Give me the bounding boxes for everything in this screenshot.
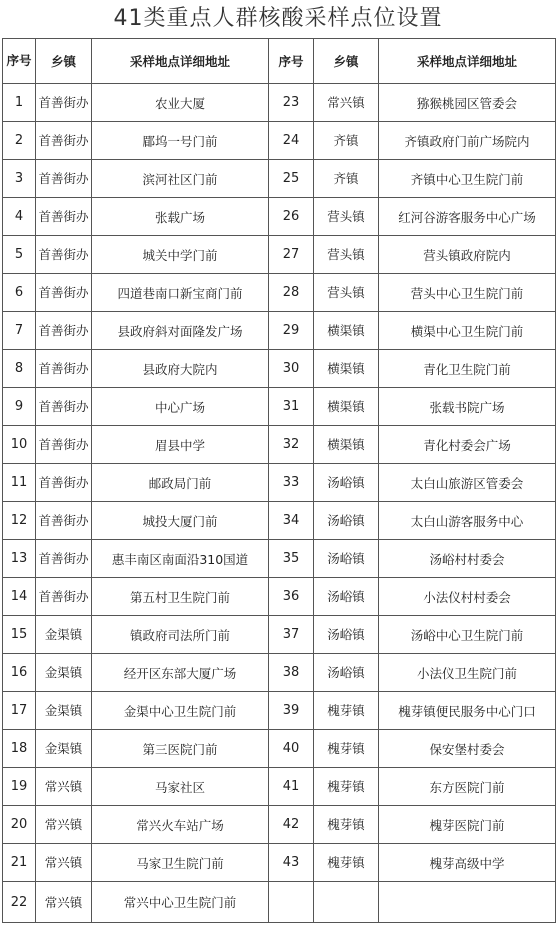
- row-town: 首善街办: [36, 464, 92, 502]
- row-town: 首善街办: [36, 502, 92, 540]
- row-address-2: 槐芽镇便民服务中心门口: [379, 692, 556, 730]
- row-town: 首善街办: [36, 426, 92, 464]
- row-town: 金渠镇: [36, 616, 92, 654]
- row-number: 2: [3, 122, 36, 160]
- row-town: 首善街办: [36, 350, 92, 388]
- row-number-2: 33: [269, 464, 314, 502]
- header-no-2: 序号: [269, 39, 314, 84]
- row-address: 镇政府司法所门前: [92, 616, 269, 654]
- header-no: 序号: [3, 39, 36, 84]
- row-number: 22: [3, 882, 36, 923]
- table-row: [3, 160, 556, 198]
- row-town-2: 槐芽镇: [314, 768, 379, 806]
- row-address-2: 太白山游客服务中心: [379, 502, 556, 540]
- row-town: 首善街办: [36, 274, 92, 312]
- table-row: [3, 654, 556, 692]
- row-town-2: 汤峪镇: [314, 502, 379, 540]
- row-town: 常兴镇: [36, 882, 92, 923]
- row-town: 首善街办: [36, 84, 92, 122]
- header-town: 乡镇: [36, 39, 92, 84]
- row-number: 21: [3, 844, 36, 882]
- row-address: 四道巷南口新宝商门前: [92, 274, 269, 312]
- row-town: 金渠镇: [36, 692, 92, 730]
- row-town: 首善街办: [36, 236, 92, 274]
- row-town: 金渠镇: [36, 730, 92, 768]
- table-row: [3, 84, 556, 122]
- row-number-2: 36: [269, 578, 314, 616]
- table-row: [3, 388, 556, 426]
- table-row: [3, 844, 556, 882]
- row-town-2: [314, 882, 379, 923]
- table-row: [3, 578, 556, 616]
- row-address: 城关中学门前: [92, 236, 269, 274]
- row-number: 19: [3, 768, 36, 806]
- row-address-2: 小法仪卫生院门前: [379, 654, 556, 692]
- row-number-2: 42: [269, 806, 314, 844]
- row-address: 县政府大院内: [92, 350, 269, 388]
- row-number: 5: [3, 236, 36, 274]
- row-address: 经开区东部大厦广场: [92, 654, 269, 692]
- row-address: 县政府斜对面隆发广场: [92, 312, 269, 350]
- row-town-2: 汤峪镇: [314, 616, 379, 654]
- header-address-2: 采样地点详细地址: [379, 39, 556, 84]
- row-address-2: 汤峪中心卫生院门前: [379, 616, 556, 654]
- row-address: 马家卫生院门前: [92, 844, 269, 882]
- row-address-2: 汤峪村村委会: [379, 540, 556, 578]
- row-address-2: 保安堡村委会: [379, 730, 556, 768]
- row-number-2: 23: [269, 84, 314, 122]
- row-address-2: 横渠中心卫生院门前: [379, 312, 556, 350]
- row-town-2: 槐芽镇: [314, 806, 379, 844]
- table-row: [3, 464, 556, 502]
- row-number-2: 27: [269, 236, 314, 274]
- row-address-2: 青化村委会广场: [379, 426, 556, 464]
- row-town-2: 营头镇: [314, 274, 379, 312]
- table-header-row: [3, 39, 556, 84]
- row-address-2: 太白山旅游区管委会: [379, 464, 556, 502]
- row-number: 1: [3, 84, 36, 122]
- row-address: 第三医院门前: [92, 730, 269, 768]
- table-row: [3, 806, 556, 844]
- row-town-2: 横渠镇: [314, 388, 379, 426]
- table-row: [3, 426, 556, 464]
- row-town: 首善街办: [36, 160, 92, 198]
- row-address: 金渠中心卫生院门前: [92, 692, 269, 730]
- row-number: 13: [3, 540, 36, 578]
- table-row: [3, 616, 556, 654]
- table-row: [3, 312, 556, 350]
- header-town-2: 乡镇: [314, 39, 379, 84]
- row-number: 11: [3, 464, 36, 502]
- row-address-2: 红河谷游客服务中心广场: [379, 198, 556, 236]
- row-number: 14: [3, 578, 36, 616]
- row-number-2: 35: [269, 540, 314, 578]
- row-town-2: 横渠镇: [314, 426, 379, 464]
- table-row: [3, 882, 556, 923]
- row-number: 16: [3, 654, 36, 692]
- row-address: 中心广场: [92, 388, 269, 426]
- row-address-2: 齐镇中心卫生院门前: [379, 160, 556, 198]
- table-body: [3, 84, 556, 923]
- row-address-2: 青化卫生院门前: [379, 350, 556, 388]
- table-row: [3, 198, 556, 236]
- row-number-2: 43: [269, 844, 314, 882]
- row-number-2: 39: [269, 692, 314, 730]
- row-town-2: 槐芽镇: [314, 844, 379, 882]
- row-number-2: 28: [269, 274, 314, 312]
- row-number-2: 37: [269, 616, 314, 654]
- row-number-2: 34: [269, 502, 314, 540]
- row-number-2: 25: [269, 160, 314, 198]
- row-address-2: 营头中心卫生院门前: [379, 274, 556, 312]
- row-address: 张载广场: [92, 198, 269, 236]
- row-address-2: 齐镇政府门前广场院内: [379, 122, 556, 160]
- row-address: 邮政局门前: [92, 464, 269, 502]
- row-town-2: 常兴镇: [314, 84, 379, 122]
- row-address: 第五村卫生院门前: [92, 578, 269, 616]
- row-number: 7: [3, 312, 36, 350]
- row-number-2: 24: [269, 122, 314, 160]
- row-number: 8: [3, 350, 36, 388]
- row-number: 6: [3, 274, 36, 312]
- row-number-2: [269, 882, 314, 923]
- row-town-2: 横渠镇: [314, 312, 379, 350]
- row-address-2: 张载书院广场: [379, 388, 556, 426]
- row-number-2: 32: [269, 426, 314, 464]
- row-number-2: 26: [269, 198, 314, 236]
- row-town-2: 齐镇: [314, 122, 379, 160]
- row-number: 18: [3, 730, 36, 768]
- row-town: 金渠镇: [36, 654, 92, 692]
- row-number: 10: [3, 426, 36, 464]
- table-row: [3, 350, 556, 388]
- table-row: [3, 730, 556, 768]
- row-address-2: 东方医院门前: [379, 768, 556, 806]
- row-town-2: 汤峪镇: [314, 578, 379, 616]
- row-number: 9: [3, 388, 36, 426]
- table-row: [3, 768, 556, 806]
- table-row: [3, 274, 556, 312]
- row-town: 首善街办: [36, 198, 92, 236]
- row-number-2: 29: [269, 312, 314, 350]
- sampling-sites-table: [2, 38, 556, 923]
- row-number: 12: [3, 502, 36, 540]
- row-town-2: 营头镇: [314, 198, 379, 236]
- row-number: 4: [3, 198, 36, 236]
- row-town-2: 营头镇: [314, 236, 379, 274]
- page-title: 41类重点人群核酸采样点位设置: [113, 6, 443, 31]
- row-address: 郿坞一号门前: [92, 122, 269, 160]
- row-town: 常兴镇: [36, 806, 92, 844]
- row-number: 15: [3, 616, 36, 654]
- row-town: 首善街办: [36, 540, 92, 578]
- row-address: 农业大厦: [92, 84, 269, 122]
- row-address-2: [379, 882, 556, 923]
- row-town-2: 汤峪镇: [314, 540, 379, 578]
- row-number-2: 30: [269, 350, 314, 388]
- row-town: 常兴镇: [36, 768, 92, 806]
- row-town: 首善街办: [36, 578, 92, 616]
- row-town-2: 槐芽镇: [314, 692, 379, 730]
- table-row: [3, 502, 556, 540]
- row-town: 首善街办: [36, 122, 92, 160]
- table-row: [3, 236, 556, 274]
- row-town: 首善街办: [36, 312, 92, 350]
- row-number-2: 31: [269, 388, 314, 426]
- row-town: 首善街办: [36, 388, 92, 426]
- row-address-2: 槐芽高级中学: [379, 844, 556, 882]
- row-address: 眉县中学: [92, 426, 269, 464]
- row-address-2: 小法仪村村委会: [379, 578, 556, 616]
- row-address: 惠丰南区南面沿310国道: [92, 540, 269, 578]
- row-address: 常兴火车站广场: [92, 806, 269, 844]
- table-row: [3, 122, 556, 160]
- header-address: 采样地点详细地址: [92, 39, 269, 84]
- row-number-2: 38: [269, 654, 314, 692]
- table-row: [3, 692, 556, 730]
- row-address: 城投大厦门前: [92, 502, 269, 540]
- row-number: 17: [3, 692, 36, 730]
- row-number: 3: [3, 160, 36, 198]
- row-address-2: 营头镇政府院内: [379, 236, 556, 274]
- row-address-2: 槐芽医院门前: [379, 806, 556, 844]
- row-address-2: 猕猴桃园区管委会: [379, 84, 556, 122]
- row-number-2: 41: [269, 768, 314, 806]
- row-town-2: 汤峪镇: [314, 464, 379, 502]
- row-town-2: 齐镇: [314, 160, 379, 198]
- row-town-2: 汤峪镇: [314, 654, 379, 692]
- row-town-2: 横渠镇: [314, 350, 379, 388]
- row-town-2: 槐芽镇: [314, 730, 379, 768]
- row-town: 常兴镇: [36, 844, 92, 882]
- row-address: 常兴中心卫生院门前: [92, 882, 269, 923]
- table-row: [3, 540, 556, 578]
- row-number-2: 40: [269, 730, 314, 768]
- row-address: 滨河社区门前: [92, 160, 269, 198]
- row-number: 20: [3, 806, 36, 844]
- row-address: 马家社区: [92, 768, 269, 806]
